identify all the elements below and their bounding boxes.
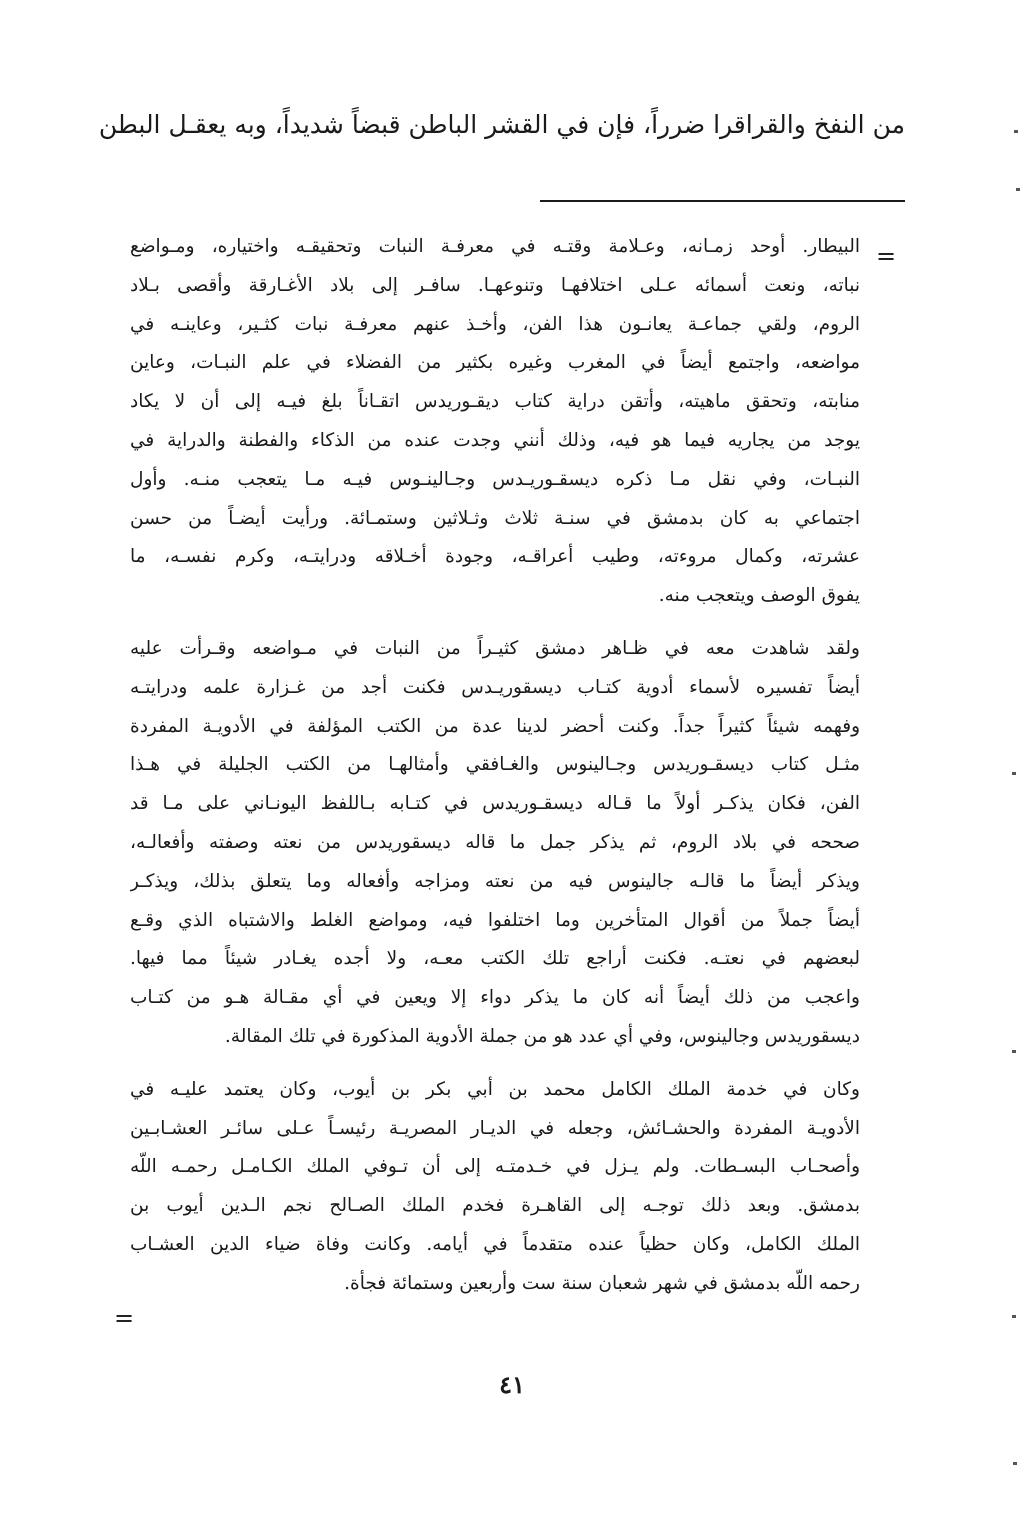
- margin-speck: [1012, 1050, 1016, 1053]
- paragraph-gap: [130, 1057, 860, 1071]
- footnote-line: ويذكر أيضاً ما قالـه جالينوس فيه من نعته ومزاجه وأفعاله وما يتعلق بذلك، ويذكـر: [130, 870, 860, 892]
- footnote-line: أيضاً جملاً من أقوال المتأخرين وما اختلفوا فيه، ومواضع الغلط والاشتباه الذي وقـع: [130, 909, 860, 931]
- footnote-line: واعجب من ذلك أيضاً أنه كان ما يذكر دواء إلا ويعين في أي مقـالة هـو من كتـاب: [130, 987, 860, 1009]
- footnote-paragraph-2: [130, 630, 860, 1057]
- footnote-line: الفن، فكان يذكـر أولاً ما قـاله ديسقـوريدس في كتـابه بـاللفظ اليونـاني على مـا قد: [130, 793, 860, 815]
- footnote-line: عشرته، وكمال مروءته، وطيب أعراقـه، وجودة أخـلاقه ودرايتـه، وكرم نفسـه، ما: [130, 546, 860, 568]
- margin-speck: [1014, 130, 1018, 133]
- footnote-line: رحمه اللّه بدمشق في شهر شعبان سنة ست وأربعين وستمائة فجأة.: [344, 1272, 860, 1294]
- footnote-line: النبـات، وفي نقل مـا ذكره ديسقـوريـدس وجـالينـوس فيـه مـا يتعجب منـه. وأول: [130, 468, 860, 490]
- footnote-paragraph-1: [130, 228, 860, 616]
- footnote-line: ديسقوريدس وجالينوس، وفي أي عدد هو من جملة الأدوية المذكورة في تلك المقالة.: [224, 1025, 860, 1047]
- footnote-continuation-marker-top: =: [876, 242, 897, 270]
- footnote-line: صححه في بلاد الروم، ثم يذكر جمل ما قاله ديسقوريدس من نعته وصفته وأفعالـه،: [130, 831, 860, 853]
- footnote-paragraph-3: [130, 1071, 860, 1304]
- footnote-line: يوجد من يجاريه فيما هو فيه، وذلك أنني وجدت عنده من الذكاء والفطنة والدراية في: [130, 429, 860, 451]
- main-text-line: من النفخ والقراقرا ضرراً، فإن في القشر الباطن قبضاً شديداً، وبه يعقـل البطن: [98, 110, 905, 139]
- footnote-line: وكان في خدمة الملك الكامل محمد بن أبي بكر بن أيوب، وكان يعتمد عليـه في: [130, 1078, 860, 1100]
- footnote-line: البيطار. أوحد زمـانه، وعـلامة وقتـه في معرفـة النبات وتحقيقـه واختياره، ومـواضع: [130, 236, 860, 257]
- footnote-line: بدمشق. وبعد ذلك توجـه إلى القاهـرة فخدم الملك الصـالح نجم الـدين أيوب بن: [130, 1195, 860, 1217]
- footnote-line: وفهمه شيئاً كثيراً جداً. وكنت أحضر لدينا عدة من الكتب المؤلفة في الأدويـة المفردة: [130, 715, 860, 737]
- margin-speck: [1012, 1315, 1016, 1318]
- footnote-line: لبعضهم في نعتـه. فكنت أراجع تلك الكتب معـه، ولا أجده يغـادر شيئاً مما فيها.: [130, 948, 860, 970]
- paragraph-gap: [130, 616, 860, 630]
- footnote-line: اجتماعي به كان بدمشق في سنـة ثلاث وثـلاثين وستمـائة. ورأيت أيضـاً من حسن: [130, 507, 860, 529]
- footnote-line: ولقد شاهدت معه في ظـاهر دمشق كثيـراً من النبات في مـواضعه وقـرأت عليه: [130, 637, 860, 659]
- margin-speck: [1016, 188, 1020, 191]
- footnote-line: وأصحـاب البسـطات. ولم يـزل في خـدمتـه إلى أن تـوفي الملك الكـامـل رحمـه اللّه: [130, 1156, 860, 1178]
- footnote-line: مثـل كتاب ديسقـوريدس وجـالينوس والغـافقي وأمثالهـا من الكتب الجليلة في هـذا: [130, 754, 860, 776]
- footnote-line: أيضاً تفسيره لأسماء أدوية كتـاب ديسقوريـدس فكنت أجد من غـزارة علمه ودرايتـه: [130, 676, 860, 698]
- footnote-line: نباته، ونعت أسمائه عـلى اختلافهـا وتنوعهـا. سافـر إلى بلاد الأغـارقة وأقصى بـلاد: [130, 274, 860, 296]
- footnote-line: الروم، ولقي جماعـة يعانـون هذا الفن، وأخـذ عنهم معرفـة نبات كثـير، وعاينـه في: [130, 313, 860, 335]
- footnote-line: مواضعه، واجتمع أيضاً في المغرب وغيره بكثير من الفضلاء في علم النبـات، وعاين: [130, 352, 860, 374]
- footnote-line: الأدويـة المفردة والحشـائش، وجعله في الديـار المصريـة رئيسـاً عـلى سائـر العشـابـين: [130, 1117, 860, 1139]
- page-number: ٤١: [499, 1370, 525, 1399]
- margin-speck: [1012, 772, 1016, 775]
- footnotes-block: [130, 228, 860, 1304]
- footnote-separator-rule: [540, 200, 905, 202]
- footnote-continuation-marker-bottom: =: [114, 1304, 135, 1332]
- margin-speck: [1013, 1462, 1017, 1465]
- footnote-line: منابته، وتحقق ماهيته، وأتقن دراية كتاب ديقـوريدس اتقـاناً بلغ فيـه إلى أن لا يكاد: [130, 391, 860, 413]
- footnote-line: يفوق الوصف ويتعجب منه.: [658, 585, 860, 607]
- footnote-line: الملك الكامل، وكان حظياً عنده متقدماً في أيامه. وكانت وفاة ضياء الدين العشـاب: [130, 1233, 860, 1255]
